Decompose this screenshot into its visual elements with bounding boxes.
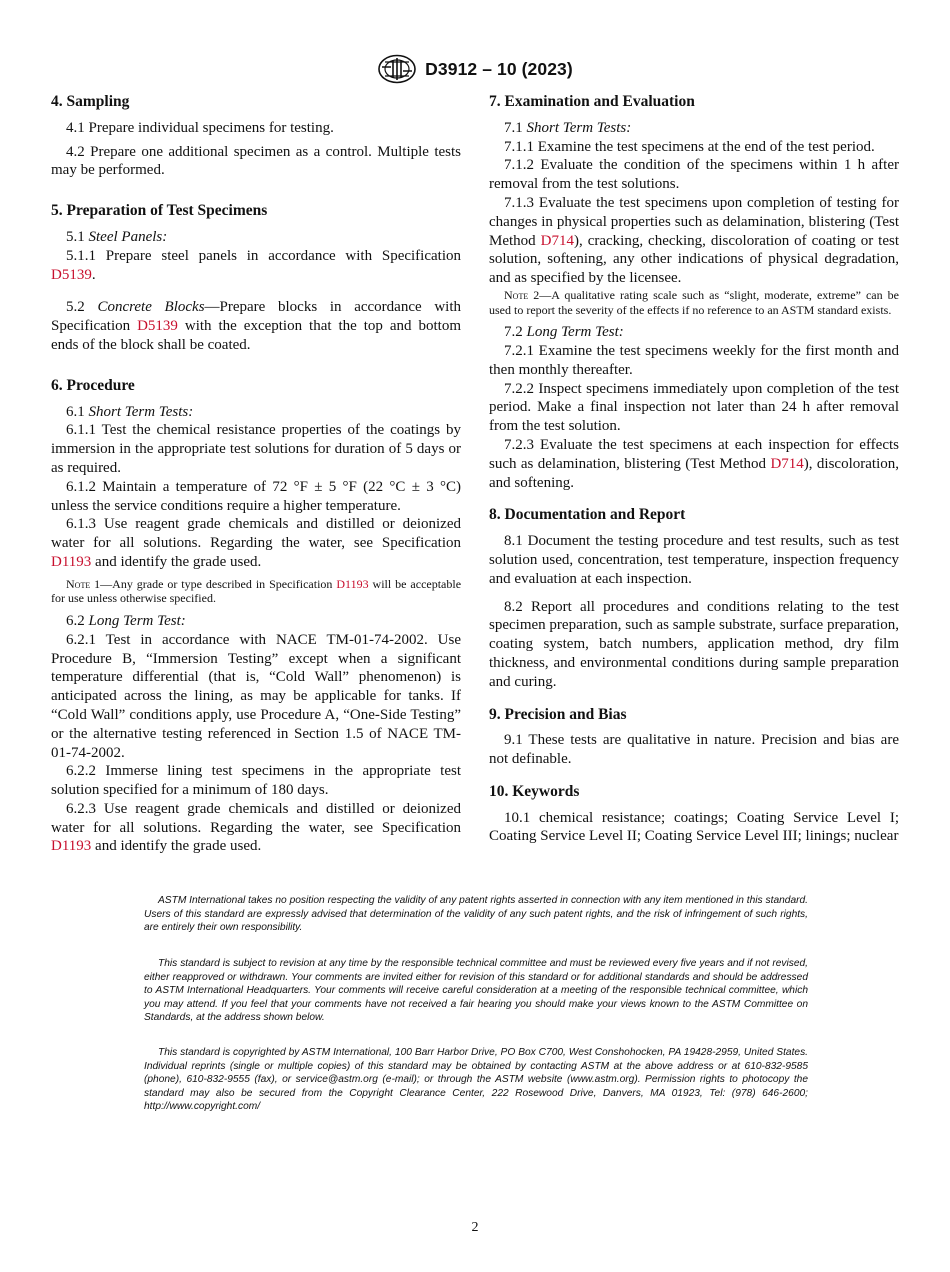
- standard-link[interactable]: D1193: [51, 553, 92, 570]
- section-heading: 9. Precision and Bias: [489, 705, 627, 723]
- footer-revision-notice: This standard is subject to revision at any time by the responsible technical committee and must be reviewed every five years and if not revised, either reapproved or withdrawn. Your comments are invited either for revision of this standard or for additional standards and should be addressed to ASTM International Headquarters. Your comments will receive careful consideration at a meeting of the responsible technical committee, which you may attend. If you feel that your comments have not received a fair hearing you should make your views known to the ASTM Committee on Standards, at the address shown below.: [144, 958, 808, 1024]
- paragraph: 6.2 Long Term Test:: [66, 612, 186, 629]
- paragraph: 7.1.3 Evaluate the test specimens upon completion of testing for changes in physical properties such as delamination, blistering (Test Method D714), cracking, checking, discoloration of coating or test solution, softening, any other indications of physical degradation, and as specified by the licensee.: [489, 194, 900, 287]
- standard-link[interactable]: D1193: [336, 576, 369, 591]
- standard-link[interactable]: D1193: [51, 838, 92, 855]
- section-heading: 6. Procedure: [51, 376, 135, 394]
- note: Note 2—A qualitative rating scale such as “slight, moderate, extreme” can be used to report the severity of the effects if no reference to an ASTM standard exists.: [489, 287, 899, 317]
- paragraph: 6.2.3 Use reagent grade chemicals and distilled or deionized water for all solutions. Regarding the water, see Specification D1193 and identify the grade used.: [51, 800, 461, 855]
- paragraph: 6.1.1 Test the chemical resistance properties of the coatings by immersion in the appropriate test solutions for duration of 5 days or as required.: [51, 422, 461, 476]
- section-heading: 7. Examination and Evaluation: [489, 93, 695, 110]
- note: Note 1—Any grade or type described in Specification D1193 will be acceptable for use unless otherwise specified.: [51, 576, 462, 606]
- section-heading: 10. Keywords: [489, 782, 580, 800]
- footer-patent-notice: ASTM International takes no position respecting the validity of any patent rights asserted in connection with any item mentioned in this standard. Users of this standard are expressly advised that determination of the validity of any such patent rights, and the risk of infringement of such rights, are entirely their own responsibility.: [144, 895, 808, 934]
- paragraph: 7.1 Short Term Tests:: [504, 119, 632, 136]
- left-column: [51, 93, 461, 861]
- paragraph: 5.1 Steel Panels:: [66, 228, 168, 245]
- paragraph: 7.2.1 Examine the test specimens weekly for the first month and then monthly thereafter.: [489, 342, 899, 378]
- paragraph: 6.2.2 Immerse lining test specimens in the appropriate test solution specified for a minimum of 180 days.: [51, 763, 461, 799]
- footer-copyright-notice: This standard is copyrighted by ASTM International, 100 Barr Harbor Drive, PO Box C700, West Conshohocken, PA 19428-2959, United States. Individual reprints (single or multiple copies) of this standard may be obtained by contacting ASTM at the above address or at 610-832-9585 (phone), 610-832-9555 (fax), or service@astm.org (e-mail); or through the ASTM website (www.astm.org). Permission rights to photocopy the standard may also be secured from the Copyright Clearance Center, 222 Rosewood Drive, Danvers, MA 01923, Tel: (978) 646-2600; http://www.copyright.com/: [144, 1047, 808, 1113]
- right-column: [489, 93, 899, 851]
- paragraph: 7.2.2 Inspect specimens immediately upon completion of the test period. Make a final inspection not later than 24 h after removal from the test solution.: [489, 380, 899, 435]
- paragraph: 7.2.3 Evaluate the test specimens at each inspection for effects such as delamination, blistering (Test Method D714), discoloration, and softening.: [489, 436, 899, 491]
- standard-link[interactable]: D5139: [51, 266, 92, 283]
- paragraph: 5.1.1 Prepare steel panels in accordance with Specification D5139.: [51, 247, 461, 283]
- page-number: 2: [471, 1220, 479, 1235]
- paragraph: 4.1 Prepare individual specimens for testing.: [66, 119, 334, 136]
- section-heading: 4. Sampling: [51, 93, 130, 110]
- paragraph: 7.1.1 Examine the test specimens at the end of the test period.: [504, 138, 875, 155]
- paragraph: 7.1.2 Evaluate the condition of the specimens within 1 h after removal from the test solutions.: [489, 157, 899, 193]
- paragraph: 8.2 Report all procedures and conditions relating to the test specimen preparation, such as sample substrate, surface preparation, coating system, batch numbers, application method, dry film thickness, and environmental conditions during sample preparation and curing.: [489, 598, 899, 690]
- section-heading: 5. Preparation of Test Specimens: [51, 202, 268, 220]
- paragraph: 6.1.2 Maintain a temperature of 72 °F ± 5 °F (22 °C ± 3 °C) unless the service conditions require a higher temperature.: [51, 478, 461, 514]
- paragraph: 6.2.1 Test in accordance with NACE TM-01-74-2002. Use Procedure B, “Immersion Testing” except when a significant temperature differential (that is, “Cold Wall” phenomenon) is anticipated across the lining, as may be applicable for tanks. If “Cold Wall” conditions apply, use Procedure A, “One-Side Testing” or the alternative testing referenced in Section 1.5 of NACE TM-01-74-2002.: [51, 631, 461, 761]
- astm-logo-icon: [377, 54, 417, 84]
- paragraph: 9.1 These tests are qualitative in nature. Precision and bias are not definable.: [489, 732, 899, 768]
- standard-link[interactable]: D714: [770, 455, 804, 472]
- section-heading: 8. Documentation and Report: [489, 506, 686, 524]
- paragraph: 8.1 Document the testing procedure and test results, such as test solution used, concentration, test temperature, inspection frequency and evaluation at each inspection.: [489, 533, 899, 587]
- standard-link[interactable]: D5139: [137, 318, 178, 335]
- paragraph: 7.2 Long Term Test:: [504, 324, 624, 341]
- page-header: [0, 53, 950, 85]
- paragraph: 6.1 Short Term Tests:: [66, 403, 194, 420]
- paragraph: 4.2 Prepare one additional specimen as a control. Multiple tests may be performed.: [51, 143, 461, 179]
- paragraph: 10.1 chemical resistance; coatings; Coating Service Level I; Coating Service Level II; Coating Service Level III; linings; nuclear: [489, 809, 899, 845]
- paragraph: 6.1.3 Use reagent grade chemicals and distilled or deionized water for all solutions. Regarding the water, see Specification D1193 and identify the grade used.: [51, 516, 461, 570]
- document-id: D3912 – 10 (2023): [425, 58, 573, 79]
- paragraph: 5.2 Concrete Blocks—Prepare blocks in accordance with Specification D5139 with the exception that the top and bottom ends of the block shall be coated.: [51, 299, 461, 353]
- standard-link[interactable]: D714: [540, 232, 574, 249]
